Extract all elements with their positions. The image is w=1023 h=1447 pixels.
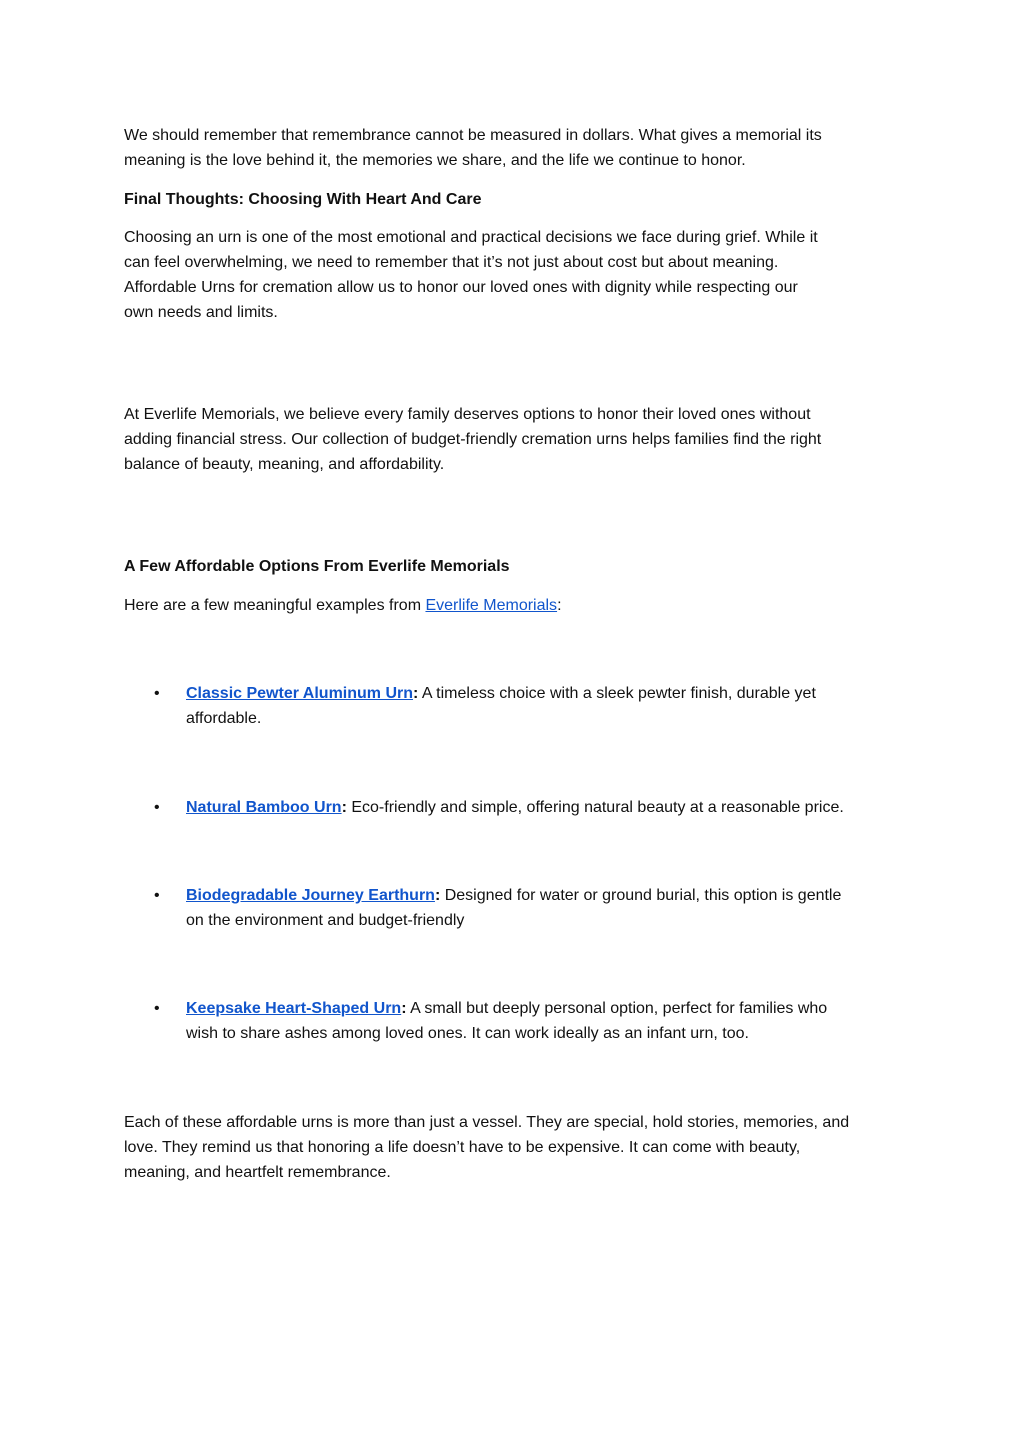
paragraph-closing: Each of these affordable urns is more than just a vessel. They are special, hold stories, memories, and love. They remind us that honoring a life doesn’t have to be expensive. It can come with beauty, meaning, and heartfelt remembrance. xyxy=(124,1114,850,1181)
bullet: • xyxy=(154,685,160,702)
list-item: • Keepsake Heart-Shaped Urn: A small but deeply personal option, perfect for families who wish to share ashes among loved ones. It can work ideally as an infant urn, too. xyxy=(186,996,827,1046)
paragraph-remembrance: We should remember that remembrance cannot be measured in dollars. What gives a memorial its meaning is the love behind it, the memories we share, and the life we continue to honor. xyxy=(124,127,822,169)
paragraph-examples: Here are a few meaningful examples from Everlife Memorials: xyxy=(124,597,562,614)
natural-bamboo-urn-link[interactable]: Natural Bamboo Urn xyxy=(186,799,342,816)
list-item: • Classic Pewter Aluminum Urn: A timeless choice with a sleek pewter finish, durable yet affordable. xyxy=(186,681,816,731)
list-item: • Biodegradable Journey Earthurn: Designed for water or ground burial, this option is gentle on the environment and budget-friendly xyxy=(186,883,841,933)
bullet: • xyxy=(154,887,160,904)
bullet: • xyxy=(154,1000,160,1017)
paragraph-everlife: At Everlife Memorials, we believe every family deserves options to honor their loved ones without adding financial stress. Our collection of budget-friendly cremation urns helps families find the right balance of beauty, meaning, and affordability. xyxy=(124,406,822,473)
biodegradable-earthurn-link[interactable]: Biodegradable Journey Earthurn xyxy=(186,887,435,904)
heading-affordable-options: A Few Affordable Options From Everlife Memorials xyxy=(124,558,510,575)
heading-final-thoughts: Final Thoughts: Choosing With Heart And Care xyxy=(124,191,482,208)
list-item: • Natural Bamboo Urn: Eco-friendly and simple, offering natural beauty at a reasonable price. xyxy=(186,795,844,820)
bullet: • xyxy=(154,799,160,816)
paragraph-choosing: Choosing an urn is one of the most emotional and practical decisions we face during grief. While it can feel overwhelming, we need to remember that it’s not just about cost but about meaning. Affordable Urns for cremation allow us to honor our loved ones with dignity while respecting our own needs and limits. xyxy=(124,229,818,321)
keepsake-heart-urn-link[interactable]: Keepsake Heart-Shaped Urn xyxy=(186,1000,402,1017)
everlife-memorials-link[interactable]: Everlife Memorials xyxy=(425,597,558,614)
classic-pewter-urn-link[interactable]: Classic Pewter Aluminum Urn xyxy=(186,685,414,702)
